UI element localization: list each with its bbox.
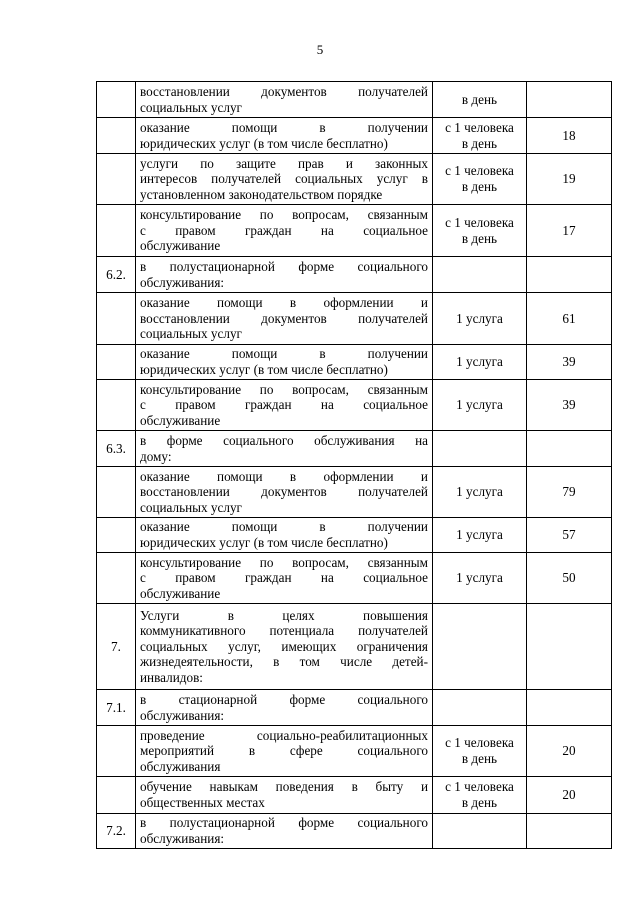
table-row [97,726,612,777]
description-line: восстановлении документов получателей [140,310,428,326]
service-description [136,118,433,154]
service-description [136,205,433,257]
unit-line: 1 услуга [456,484,503,500]
unit-cell [433,118,527,154]
unit-cell [433,380,527,431]
value-cell: 17 [527,205,612,257]
value-cell: 79 [527,467,612,518]
row-number: 6.3. [97,431,136,467]
unit-line: в день [461,230,498,246]
row-number: 7.2. [97,814,136,849]
description-line: обслуживания: [140,707,225,723]
description-line: обучение навыкам поведения в быту и [140,779,428,795]
row-number [97,118,136,154]
description-line: мероприятий в сфере социального [140,743,428,759]
value-cell [527,604,612,690]
unit-cell [433,293,527,345]
service-description [136,690,433,726]
unit-cell [433,604,527,690]
table-row [97,604,612,690]
value-cell: 50 [527,553,612,604]
unit-line: с 1 человека [445,214,514,230]
description-line: обслуживание [140,238,221,254]
value-cell: 20 [527,726,612,777]
service-description [136,257,433,293]
value-cell: 20 [527,777,612,814]
service-description [136,345,433,380]
value-cell [527,257,612,293]
unit-line: 1 услуга [456,397,503,413]
unit-cell [433,154,527,205]
value-cell [527,690,612,726]
value-cell: 61 [527,293,612,345]
description-line: юридических услуг (в том числе бесплатно) [140,135,388,151]
description-line: в полустационарной форме социального [140,258,428,274]
table-row [97,82,612,118]
table-row [97,431,612,467]
unit-cell [433,431,527,467]
unit-cell [433,726,527,777]
table-row [97,777,612,814]
unit-cell [433,82,527,118]
table-row [97,553,612,604]
value-cell: 19 [527,154,612,205]
description-line: оказание помощи в получении [140,346,428,362]
service-description [136,293,433,345]
row-number [97,777,136,814]
value-cell: 39 [527,345,612,380]
table-row [97,205,612,257]
description-line: консультирование по вопросам, связанным [140,381,428,397]
row-number [97,467,136,518]
description-line: дому: [140,448,172,464]
row-number [97,205,136,257]
description-line: в форме социального обслуживания на [140,432,428,448]
row-number [97,380,136,431]
description-line: с правом граждан на социальное [140,397,428,413]
value-cell: 18 [527,118,612,154]
service-description [136,518,433,553]
unit-line: 1 услуга [456,527,503,543]
service-description [136,380,433,431]
description-line: консультирование по вопросам, связанным [140,207,428,223]
description-line: услуги по защите прав и законных [140,155,428,171]
table-row [97,118,612,154]
description-line: оказание помощи в оформлении и [140,295,428,311]
row-number [97,293,136,345]
unit-cell [433,518,527,553]
service-description [136,726,433,777]
services-table [96,81,612,849]
page-number: 5 [316,42,324,57]
unit-line: в день [461,751,498,766]
unit-cell [433,205,527,257]
description-line: социальных услуг [140,326,242,342]
description-line: обслуживания: [140,274,225,290]
description-line: социальных услуг [140,99,242,115]
value-cell [527,82,612,118]
description-line: восстановлении документов получателей [140,484,428,500]
table-body [97,82,612,849]
description-line: юридических услуг (в том числе бесплатно) [140,362,388,377]
unit-line: с 1 человека [445,119,514,135]
unit-cell [433,814,527,849]
row-number [97,726,136,777]
table-row [97,293,612,345]
description-line: консультирование по вопросам, связанным [140,554,428,570]
row-number [97,345,136,380]
unit-line: в день [461,179,498,194]
unit-cell [433,777,527,814]
description-line: с правом граждан на социальное [140,570,428,586]
unit-line: в день [461,91,498,107]
table-row [97,467,612,518]
description-line: оказание помощи в получении [140,519,428,535]
table-row [97,257,612,293]
description-line: общественных местах [140,795,265,810]
unit-cell [433,345,527,380]
description-line: установленном законодательством порядке [140,186,383,202]
table-row [97,690,612,726]
description-line: в стационарной форме социального [140,691,428,707]
row-number: 6.2. [97,257,136,293]
description-line: юридических услуг (в том числе бесплатно) [140,535,388,550]
value-cell [527,431,612,467]
unit-cell [433,257,527,293]
description-line: интересов получателей социальных услуг в [140,171,428,187]
row-number: 7. [97,604,136,690]
unit-cell [433,467,527,518]
unit-line: в день [461,795,498,810]
table-row [97,518,612,553]
table-row [97,345,612,380]
description-line: в полустационарной форме социального [140,815,428,831]
value-cell [527,814,612,849]
row-number [97,553,136,604]
row-number [97,82,136,118]
row-number [97,154,136,205]
value-cell: 57 [527,518,612,553]
description-line: обслуживания: [140,831,225,846]
service-description [136,467,433,518]
service-description [136,604,433,690]
description-line: социальных услуг, имеющих ограничения [140,638,428,654]
unit-line: с 1 человека [445,779,514,795]
unit-line: с 1 человека [445,735,514,751]
description-line: оказание помощи в получении [140,119,428,135]
service-description [136,814,433,849]
unit-line: 1 услуга [456,310,503,326]
description-line: обслуживание [140,585,221,601]
row-number [97,518,136,553]
unit-cell [433,553,527,604]
unit-line: 1 услуга [456,354,503,370]
description-line: Услуги в целях повышения [140,607,428,623]
description-line: обслуживания [140,758,221,774]
unit-cell [433,690,527,726]
description-line: с правом граждан на социальное [140,222,428,238]
description-line: оказание помощи в оформлении и [140,468,428,484]
service-description [136,82,433,118]
description-line: восстановлении документов получателей [140,83,428,99]
description-line: социальных услуг [140,499,242,515]
description-line: проведение социально-реабилитационных [140,727,428,743]
service-description [136,154,433,205]
value-cell: 39 [527,380,612,431]
description-line: жизнедеятельности, в том числе детей- [140,654,428,670]
unit-line: 1 услуга [456,570,503,586]
unit-line: в день [461,135,498,151]
service-description [136,431,433,467]
row-number: 7.1. [97,690,136,726]
service-description [136,777,433,814]
table-row [97,380,612,431]
service-description [136,553,433,604]
description-line: инвалидов: [140,669,203,685]
description-line: коммуникативного потенциала получателей [140,623,428,639]
unit-line: с 1 человека [445,163,514,179]
description-line: обслуживание [140,412,221,428]
table-row [97,154,612,205]
table-row [97,814,612,849]
